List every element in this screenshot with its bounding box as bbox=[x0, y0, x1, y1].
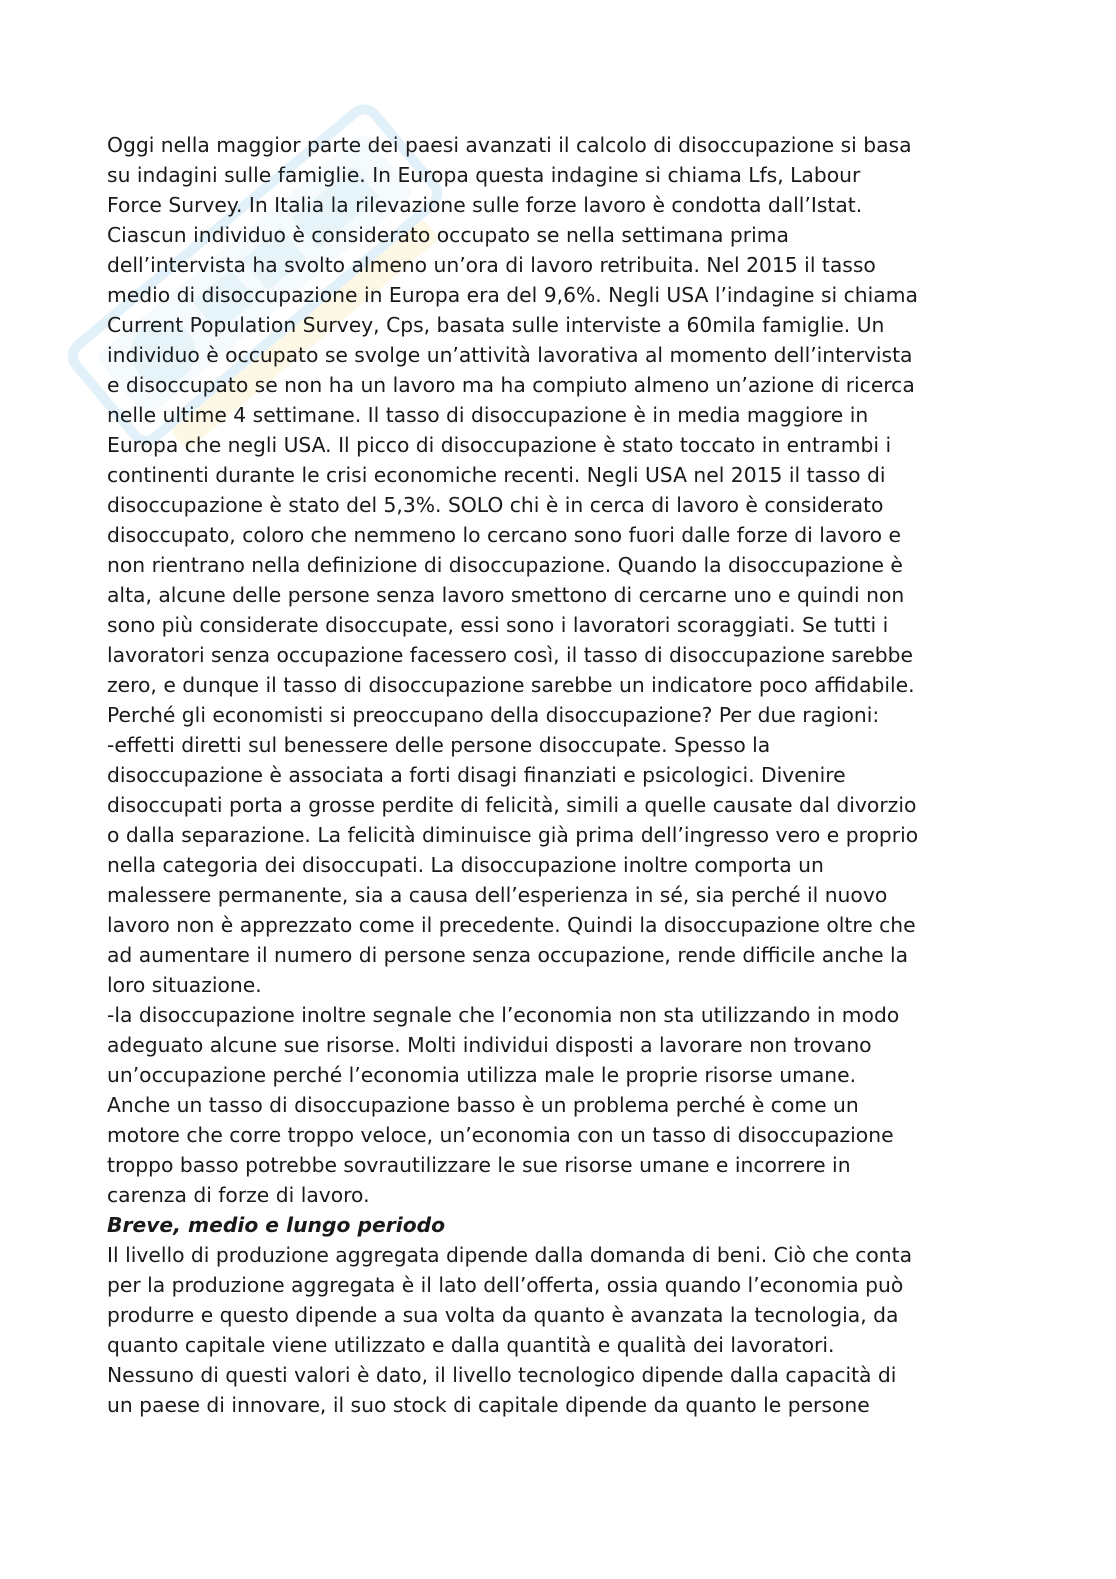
text-line: continenti durante le crisi economiche recenti. Negli USA nel 2015 il tasso di bbox=[107, 463, 886, 487]
text-line: Perché gli economisti si preoccupano della disoccupazione? Per due ragioni: bbox=[107, 703, 880, 727]
text-line: o dalla separazione. La felicità diminuisce già prima dell’ingresso vero e proprio bbox=[107, 823, 919, 847]
text-line: zero, e dunque il tasso di disoccupazione sarebbe un indicatore poco affidabile. bbox=[107, 673, 915, 697]
text-line: quanto capitale viene utilizzato e dalla quantità e qualità dei lavoratori. bbox=[107, 1333, 835, 1357]
text-line: motore che corre troppo veloce, un’economia con un tasso di disoccupazione bbox=[107, 1123, 894, 1147]
text-line: medio di disoccupazione in Europa era del 9,6%. Negli USA l’indagine si chiama bbox=[107, 283, 918, 307]
text-line: disoccupazione è associata a forti disagi finanziati e psicologici. Divenire bbox=[107, 763, 846, 787]
text-line: Anche un tasso di disoccupazione basso è un problema perché è come un bbox=[107, 1093, 859, 1117]
text-line: disoccupati porta a grosse perdite di felicità, simili a quelle causate dal divorzio bbox=[107, 793, 917, 817]
text-line: Il livello di produzione aggregata dipende dalla domanda di beni. Ciò che conta bbox=[107, 1243, 913, 1267]
text-line: alta, alcune delle persone senza lavoro smettono di cercarne uno e quindi non bbox=[107, 583, 905, 607]
text-line: disoccupato, coloro che nemmeno lo cercano sono fuori dalle forze di lavoro e bbox=[107, 523, 901, 547]
text-line: adeguato alcune sue risorse. Molti individui disposti a lavorare non trovano bbox=[107, 1033, 872, 1057]
text-line: un paese di innovare, il suo stock di capitale dipende da quanto le persone bbox=[107, 1393, 870, 1417]
text-line: Ciascun individuo è considerato occupato se nella settimana prima bbox=[107, 223, 789, 247]
text-line: dell’intervista ha svolto almeno un’ora di lavoro retribuita. Nel 2015 il tasso bbox=[107, 253, 876, 277]
text-line: non rientrano nella definizione di disoccupazione. Quando la disoccupazione è bbox=[107, 553, 903, 577]
text-line: loro situazione. bbox=[107, 973, 262, 997]
text-line: un’occupazione perché l’economia utilizza male le proprie risorse umane. bbox=[107, 1063, 857, 1087]
text-line: produrre e questo dipende a sua volta da quanto è avanzata la tecnologia, da bbox=[107, 1303, 899, 1327]
text-line: Force Survey. In Italia la rilevazione sulle forze lavoro è condotta dall’Istat. bbox=[107, 193, 863, 217]
text-line: individuo è occupato se svolge un’attività lavorativa al momento dell’intervista bbox=[107, 343, 913, 367]
document-body bbox=[107, 130, 1012, 1420]
text-line: disoccupazione è stato del 5,3%. SOLO chi è in cerca di lavoro è considerato bbox=[107, 493, 884, 517]
text-line: Nessuno di questi valori è dato, il livello tecnologico dipende dalla capacità di bbox=[107, 1363, 897, 1387]
text-line: -la disoccupazione inoltre segnale che l’economia non sta utilizzando in modo bbox=[107, 1003, 900, 1027]
text-line: lavoratori senza occupazione facessero così, il tasso di disoccupazione sarebbe bbox=[107, 643, 914, 667]
section-heading: Breve, medio e lungo periodo bbox=[107, 1213, 446, 1237]
text-line: Current Population Survey, Cps, basata sulle interviste a 60mila famiglie. Un bbox=[107, 313, 885, 337]
text-line: Europa che negli USA. Il picco di disoccupazione è stato toccato in entrambi i bbox=[107, 433, 892, 457]
text-line: ad aumentare il numero di persone senza occupazione, rende difficile anche la bbox=[107, 943, 909, 967]
text-line: -effetti diretti sul benessere delle persone disoccupate. Spesso la bbox=[107, 733, 771, 757]
text-line: malessere permanente, sia a causa dell’esperienza in sé, sia perché il nuovo bbox=[107, 883, 888, 907]
text-line: lavoro non è apprezzato come il precedente. Quindi la disoccupazione oltre che bbox=[107, 913, 916, 937]
text-line: troppo basso potrebbe sovrautilizzare le sue risorse umane e incorrere in bbox=[107, 1153, 851, 1177]
text-line: sono più considerate disoccupate, essi sono i lavoratori scoraggiati. Se tutti i bbox=[107, 613, 889, 637]
text-line: Oggi nella maggior parte dei paesi avanzati il calcolo di disoccupazione si basa bbox=[107, 133, 912, 157]
text-line: nelle ultime 4 settimane. Il tasso di disoccupazione è in media maggiore in bbox=[107, 403, 869, 427]
text-line: e disoccupato se non ha un lavoro ma ha compiuto almeno un’azione di ricerca bbox=[107, 373, 915, 397]
text-line: per la produzione aggregata è il lato dell’offerta, ossia quando l’economia può bbox=[107, 1273, 904, 1297]
text-line: carenza di forze di lavoro. bbox=[107, 1183, 370, 1207]
text-line: su indagini sulle famiglie. In Europa questa indagine si chiama Lfs, Labour bbox=[107, 163, 861, 187]
text-line: nella categoria dei disoccupati. La disoccupazione inoltre comporta un bbox=[107, 853, 824, 877]
